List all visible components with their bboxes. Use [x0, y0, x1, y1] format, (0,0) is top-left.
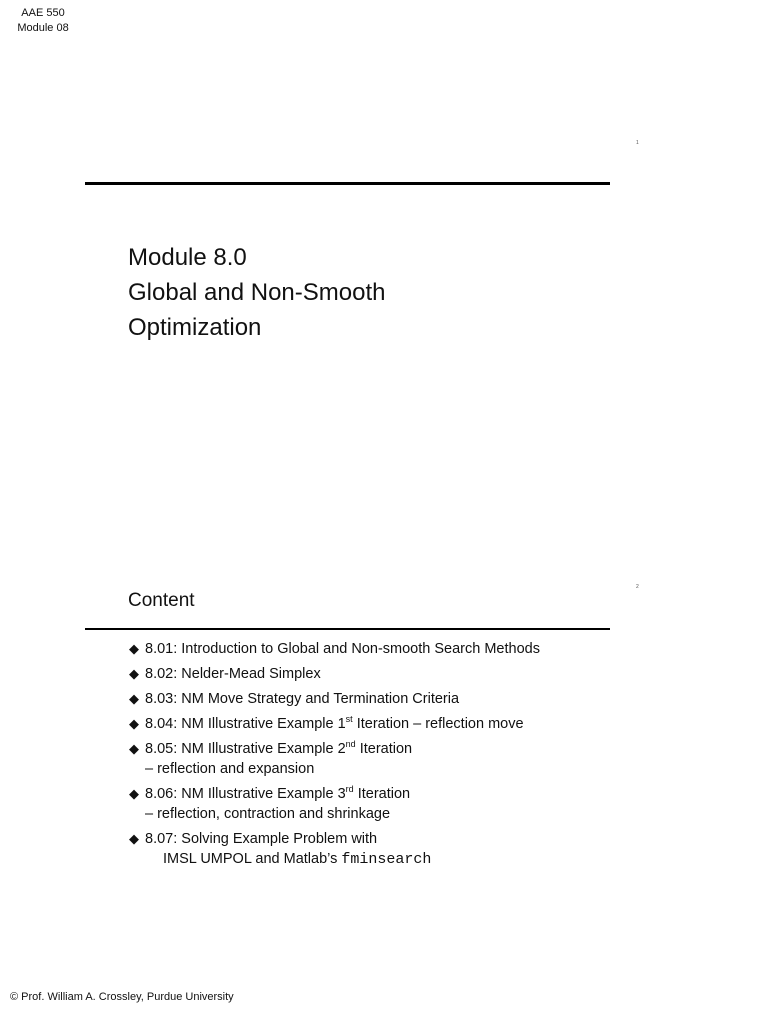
toc-item	[129, 689, 609, 709]
slide-number: 1	[636, 140, 639, 146]
toc-item	[129, 664, 609, 684]
module-number: Module 08	[17, 22, 69, 34]
title-divider	[85, 182, 610, 185]
diamond-bullet-icon: ◆	[129, 641, 139, 656]
slide-title	[128, 240, 385, 345]
toc-item-text: Iteration – reflection move	[352, 716, 524, 732]
title-line: Global and Non-Smooth	[128, 279, 386, 306]
diamond-bullet-icon: ◆	[129, 831, 139, 846]
course-code: AAE 550	[21, 7, 65, 19]
toc-item-continuation: – reflection, contraction and shrinkage	[145, 806, 391, 822]
toc-item-text: 8.06: NM Illustrative Example 3	[145, 786, 346, 802]
diamond-bullet-icon: ◆	[129, 716, 139, 731]
toc-item-text: 8.07: Solving Example Problem with	[145, 831, 378, 847]
toc-item-continuation	[129, 849, 609, 870]
slide-number: 2	[636, 584, 639, 590]
toc-item-text: 8.02: Nelder-Mead Simplex	[145, 666, 321, 682]
toc-item	[129, 714, 609, 734]
toc-item	[129, 739, 609, 779]
toc-item-text: 8.01: Introduction to Global and Non-smooth Search Methods	[145, 641, 540, 657]
header-course-label	[10, 6, 76, 36]
title-line: Module 8.0	[128, 244, 247, 271]
table-of-contents	[129, 639, 609, 875]
toc-item-text: 8.03: NM Move Strategy and Termination Criteria	[145, 691, 460, 707]
toc-item-text: Iteration	[355, 741, 413, 757]
toc-item-text: 8.05: NM Illustrative Example 2	[145, 741, 346, 757]
ordinal-suffix: rd	[345, 784, 354, 795]
toc-item-continuation: – reflection and expansion	[145, 761, 315, 777]
toc-item-text: IMSL UMPOL and Matlab’s	[163, 851, 342, 867]
diamond-bullet-icon: ◆	[129, 786, 139, 801]
toc-item	[129, 784, 609, 824]
diamond-bullet-icon: ◆	[129, 691, 139, 706]
content-divider	[85, 628, 610, 630]
toc-item-text: Iteration	[353, 786, 411, 802]
code-function-name: fminsearch	[341, 851, 432, 868]
title-line: Optimization	[128, 314, 262, 341]
content-heading: Content	[128, 590, 195, 611]
toc-item	[129, 639, 609, 659]
ordinal-suffix: st	[345, 714, 353, 725]
diamond-bullet-icon: ◆	[129, 741, 139, 756]
copyright-footer: © Prof. William A. Crossley, Purdue University	[10, 991, 234, 1003]
toc-item	[129, 829, 609, 870]
ordinal-suffix: nd	[345, 739, 356, 750]
toc-item-text: 8.04: NM Illustrative Example 1	[145, 716, 346, 732]
diamond-bullet-icon: ◆	[129, 666, 139, 681]
